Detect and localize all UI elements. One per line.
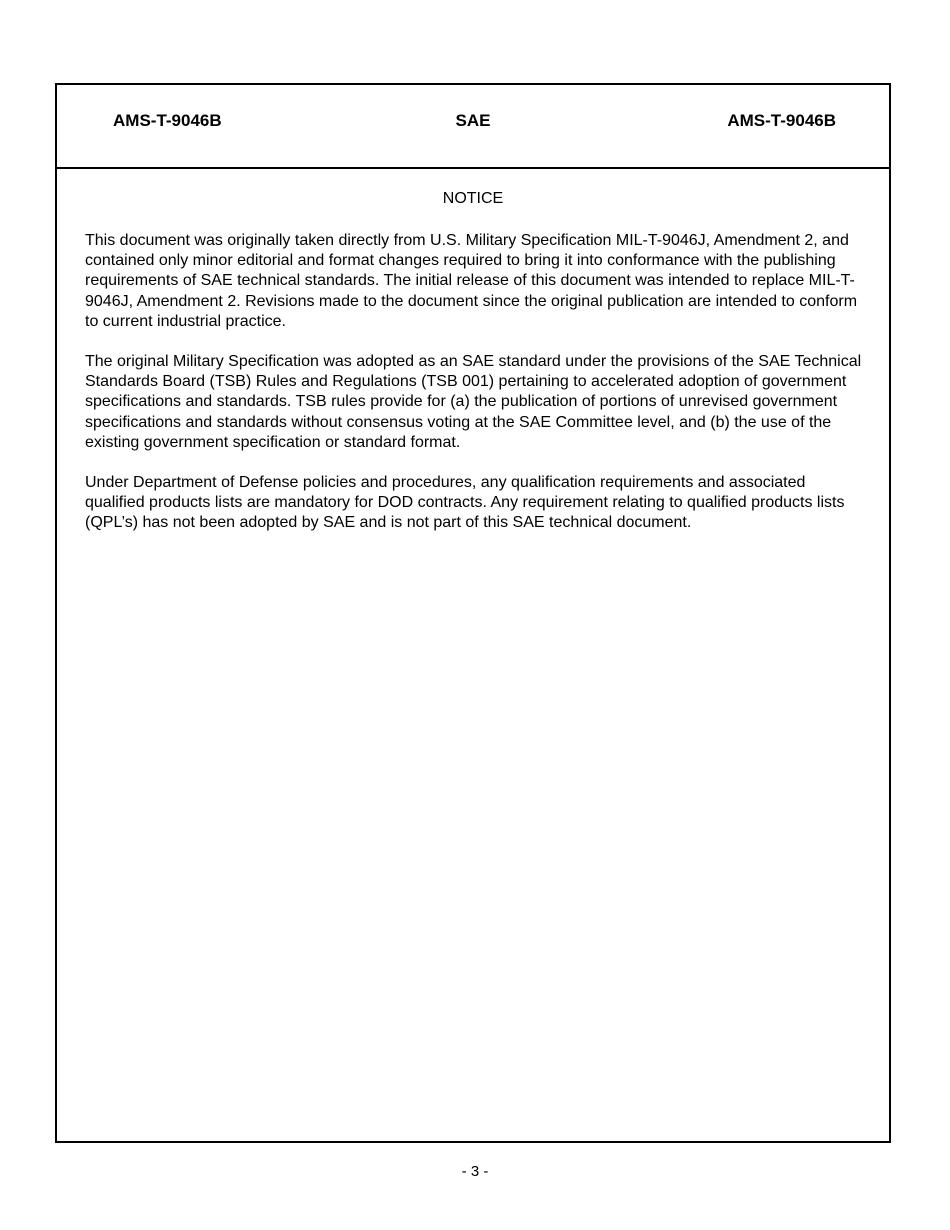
notice-paragraph-1: This document was originally taken directly from U.S. Military Specification MIL-T-9046J, Amendment 2, and contained only minor editorial and format changes required to bring it into conformance with the publishing requirements of SAE technical standards. The initial release of this document was intended to replace MIL-T-9046J, Amendment 2. Revisions made to the document since the original publication are intended to conform to current industrial practice. <box>85 232 858 330</box>
header-document-id-left: AMS-T-9046B <box>113 111 222 130</box>
document-header <box>57 85 889 169</box>
notice-title: NOTICE <box>442 190 504 207</box>
notice-paragraph-2: The original Military Specification was adopted as an SAE standard under the provisions of the SAE Technical Standards Board (TSB) Rules and Regulations (TSB 001) pertaining to accelerated adoption of government specifications and standards. TSB rules provide for (a) the publication of portions of unrevised government specifications and standards without consensus voting at the SAE Committee level, and (b) the use of the existing government specification or standard format. <box>85 353 862 451</box>
header-organization: SAE <box>455 111 491 130</box>
page-number: - 3 - <box>461 1163 489 1180</box>
notice-body <box>85 231 869 554</box>
notice-paragraph-3: Under Department of Defense policies and procedures, any qualification requirements and associated qualified products lists are mandatory for DOD contracts. Any requirement relating to qualified products lists (QPL’s) has not been adopted by SAE and is not part of this SAE technical document. <box>85 474 845 532</box>
page-frame <box>55 83 891 1143</box>
header-document-id-right: AMS-T-9046B <box>727 111 836 130</box>
